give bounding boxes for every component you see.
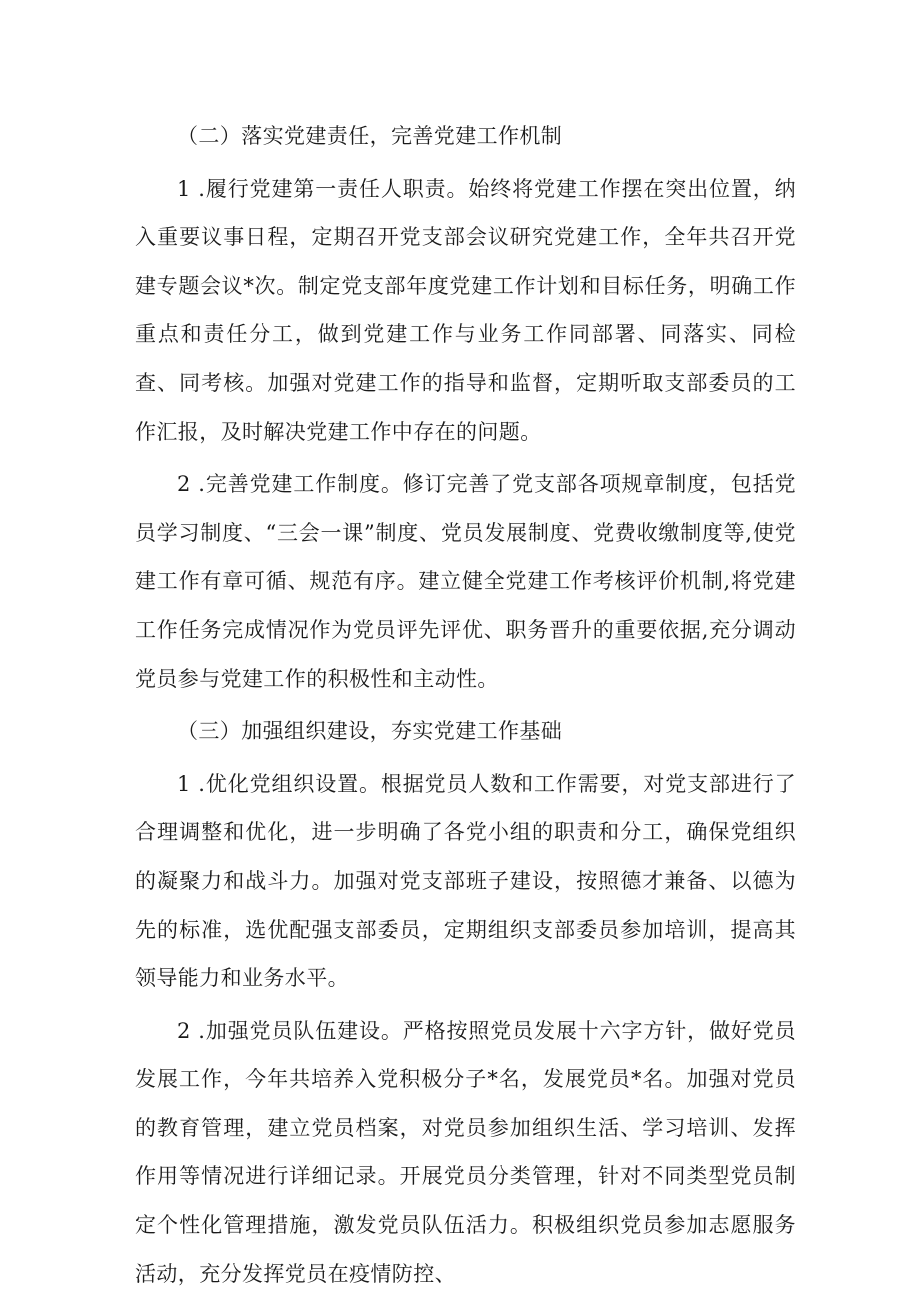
paragraph: 2 .加强党员队伍建设。严格按照党员发展十六字方针，做好党员发展工作，今年共培养入党积极分子*名，发展党员*名。加强对党员的教育管理，建立党员档案，对党员参加组织生活、学习培训、发挥作用等情况进行详细记录。开展党员分类管理，针对不同类型党员制定个性化管理措施，激发党员队伍活力。积极组织党员参加志愿服务活动，充分发挥党员在疫情防控、 bbox=[135, 1018, 796, 1286]
paragraph: 2 .完善党建工作制度。修订完善了党支部各项规章制度，包括党员学习制度、“三会一课”制度、党员发展制度、党费收缴制度等,使党建工作有章可循、规范有序。建立健全党建工作考核评价机制,将党建工作任务完成情况作为党员评先评优、职务晋升的重要依据,充分调动党员参与党建工作的积极性和主动性。 bbox=[135, 472, 796, 691]
section-heading: （二）落实党建责任，完善党建工作机制 bbox=[177, 124, 563, 148]
section-heading: （三）加强组织建设，夯实党建工作基础 bbox=[177, 719, 563, 744]
paragraph: 1 .优化党组织设置。根据党员人数和工作需要，对党支部进行了合理调整和优化，进一步明确了各党小组的职责和分工，确保党组织的凝聚力和战斗力。加强对党支部班子建设，按照德才兼备、以德为先的标准，选优配强支部委员，定期组织支部委员参加培训，提高其领导能力和业务水平。 bbox=[135, 771, 796, 991]
paragraph: 1 .履行党建第一责任人职责。始终将党建工作摆在突出位置，纳入重要议事日程，定期召开党支部会议研究党建工作，全年共召开党建专题会议*次。制定党支部年度党建工作计划和目标任务，明确工作重点和责任分工，做到党建工作与业务工作同部署、同落实、同检查、同考核。加强对党建工作的指导和监督，定期听取支部委员的工作汇报，及时解决党建工作中存在的问题。 bbox=[135, 176, 796, 444]
